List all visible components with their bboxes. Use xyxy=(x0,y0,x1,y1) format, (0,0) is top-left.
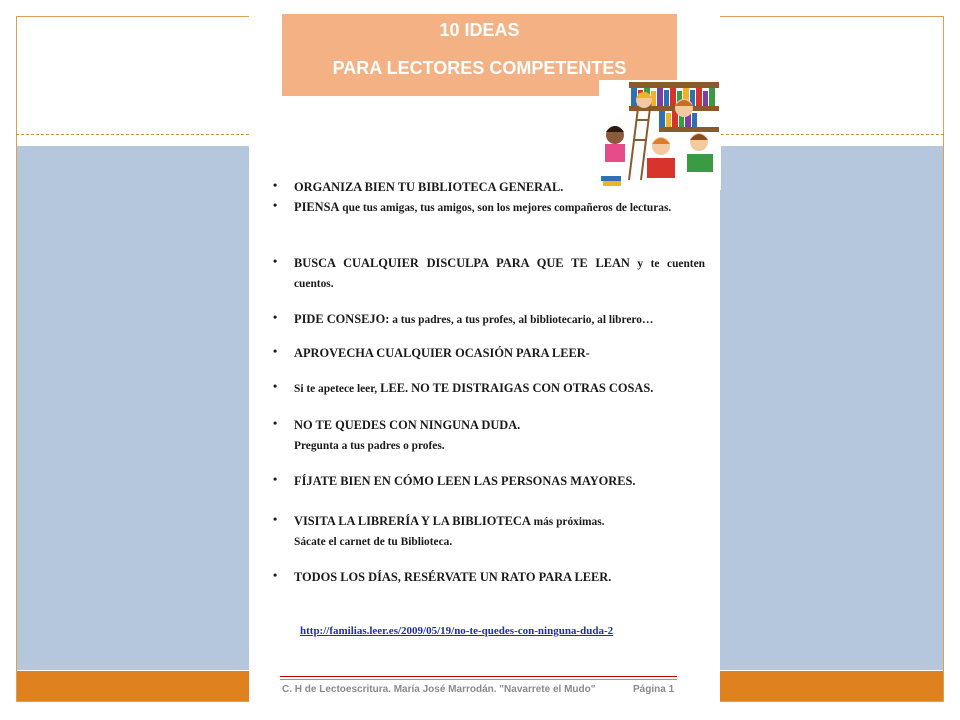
tip-text xyxy=(294,198,705,218)
tip-text xyxy=(294,379,705,399)
tip-rest: y te cuenten cuentos. xyxy=(294,258,705,290)
bullet-icon: • xyxy=(273,178,278,192)
tip-lead: APROVECHA CUALQUIER OCASIÓN PARA LEER- xyxy=(294,346,590,360)
source-link[interactable]: http://familias.leer.es/2009/05/19/no-te-quedes-con-ninguna-duda-2 xyxy=(300,625,614,637)
tip-rest: LEE. NO TE DISTRAIGAS CON OTRAS COSAS. xyxy=(377,381,654,395)
page-number: Página 1 xyxy=(633,684,675,695)
tip-rest: más próximas. xyxy=(530,516,605,528)
tip-rest: que tus amigas, tus amigos, son los mejores compañeros de lecturas. xyxy=(339,202,672,214)
tip-lead: FÍJATE BIEN EN CÓMO LEEN LAS PERSONAS MAYORES. xyxy=(294,474,636,488)
tip-lead: PIENSA xyxy=(294,200,340,214)
tip-text xyxy=(294,472,705,492)
tip-line-2: Pregunta a tus padres o profes. xyxy=(294,440,445,452)
tip-lead: Si te apetece leer, xyxy=(294,383,378,395)
bullet-icon: • xyxy=(273,198,278,212)
bullet-icon: • xyxy=(273,472,278,486)
tip-lead: PIDE CONSEJO: xyxy=(294,312,390,326)
document-page xyxy=(249,0,720,720)
bullet-icon: • xyxy=(273,379,278,393)
tip-text xyxy=(294,416,705,456)
tip-lead: NO TE QUEDES CON NINGUNA DUDA. xyxy=(294,418,521,432)
footer-text: C. H de Lectoescritura. María José Marrodán. "Navarrete el Mudo" xyxy=(282,684,596,695)
bullet-icon: • xyxy=(273,254,278,268)
title-line-1: 10 IDEAS xyxy=(439,20,520,40)
tip-text xyxy=(294,568,705,588)
tip-lead: TODOS LOS DÍAS, RESÉRVATE UN RATO PARA LEER. xyxy=(294,570,612,584)
tip-lead: VISITA LA LIBRERÍA Y LA BIBLIOTECA xyxy=(294,514,531,528)
tip-text xyxy=(294,344,705,364)
kids-reading-illustration xyxy=(599,80,721,190)
tip-rest: a tus padres, a tus profes, al bibliotecario, al librero… xyxy=(389,314,654,326)
tip-lead: ORGANIZA BIEN TU BIBLIOTECA GENERAL. xyxy=(294,180,564,194)
footer-rule-gray xyxy=(280,679,677,680)
tip-text xyxy=(294,254,705,294)
tip-text xyxy=(294,310,705,330)
bullet-icon: • xyxy=(273,568,278,582)
bullet-icon: • xyxy=(273,512,278,526)
bullet-icon: • xyxy=(273,416,278,430)
tip-line-2: Sácate el carnet de tu Biblioteca. xyxy=(294,536,453,548)
tip-text xyxy=(294,512,705,552)
bullet-icon: • xyxy=(273,344,278,358)
tip-text xyxy=(294,178,705,198)
page-footer xyxy=(282,684,679,695)
title-line-2: PARA LECTORES COMPETENTES xyxy=(332,58,627,78)
footer-rule-red xyxy=(280,676,677,677)
tip-lead: BUSCA CUALQUIER DISCULPA PARA QUE TE LEAN xyxy=(294,256,630,270)
bullet-icon: • xyxy=(273,310,278,324)
